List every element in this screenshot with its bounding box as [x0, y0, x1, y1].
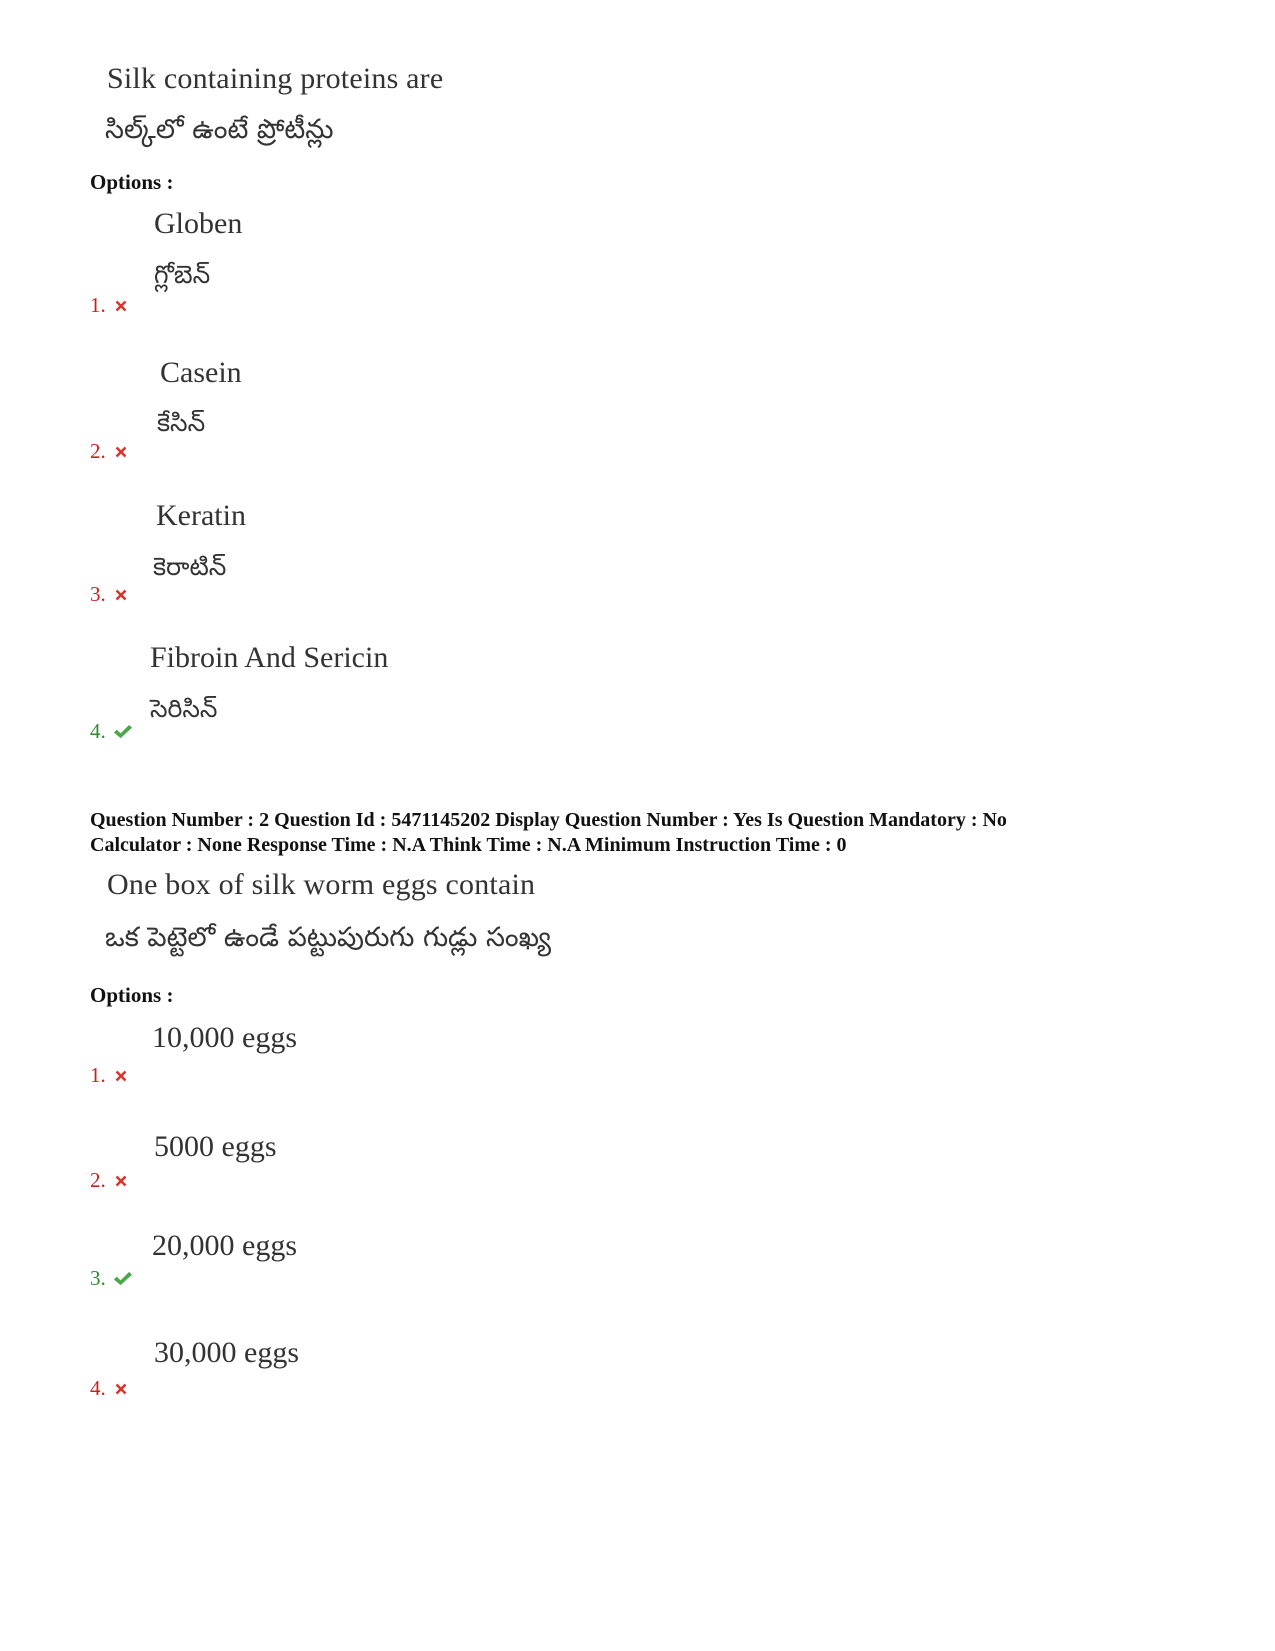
q1-option-1-te: గ్లోబెన్ — [154, 260, 211, 289]
q1-option-2-number — [90, 439, 130, 464]
q1-option-2-te: కేసిన్ — [157, 408, 206, 437]
q1-text-en: Silk containing proteins are — [107, 62, 444, 95]
check-icon — [112, 1269, 133, 1288]
option-number: 4. — [90, 719, 106, 743]
q2-options-label: Options : — [90, 983, 174, 1007]
option-number: 2. — [90, 439, 106, 463]
q1-option-4-te: సెరిసిన్ — [150, 694, 218, 723]
q1-option-4-en: Fibroin And Sericin — [150, 641, 389, 674]
q1-option-3-en: Keratin — [156, 499, 246, 532]
q2-option-2-number — [90, 1168, 130, 1193]
q1-option-3-te: కెరాటిన్ — [153, 552, 227, 581]
q1-option-3-number — [90, 582, 130, 607]
q2-option-1-number — [90, 1063, 130, 1088]
cross-icon — [112, 1067, 130, 1085]
q1-option-1-en: Globen — [154, 207, 243, 240]
q2-text-en: One box of silk worm eggs contain — [107, 868, 536, 901]
q2-option-3-number — [90, 1266, 133, 1291]
cross-icon — [112, 586, 130, 604]
q1-option-2-en: Casein — [160, 356, 242, 389]
cross-icon — [112, 1380, 130, 1398]
q2-meta — [90, 808, 1190, 858]
option-number: 1. — [90, 1063, 106, 1087]
q2-option-3-en: 20,000 eggs — [152, 1229, 297, 1262]
option-number: 2. — [90, 1168, 106, 1192]
check-icon — [112, 722, 133, 741]
q2-text-te: ఒక పెట్టెలో ఉండే పట్టుపురుగు గుడ్లు సంఖ్య — [105, 922, 552, 953]
cross-icon — [112, 297, 130, 315]
option-number: 4. — [90, 1376, 106, 1400]
q2-option-1-en: 10,000 eggs — [152, 1021, 297, 1054]
q1-option-4-number — [90, 719, 133, 744]
q2-meta-line-2: Calculator : None Response Time : N.A Think Time : N.A Minimum Instruction Time : 0 — [90, 834, 847, 856]
cross-icon — [112, 1172, 130, 1190]
cross-icon — [112, 443, 130, 461]
q1-options-label: Options : — [90, 170, 174, 194]
option-number: 3. — [90, 1266, 106, 1290]
q2-option-4-en: 30,000 eggs — [154, 1336, 299, 1369]
q2-option-2-en: 5000 eggs — [154, 1130, 277, 1163]
q2-option-4-number — [90, 1376, 130, 1401]
q2-meta-line-1: Question Number : 2 Question Id : 5471145202 Display Question Number : Yes Is Question Mandatory : No — [90, 809, 1007, 831]
q1-text-te: సిల్క్‌లో ఉంటే ప్రోటీన్లు — [105, 114, 334, 145]
option-number: 3. — [90, 582, 106, 606]
q1-option-1-number — [90, 293, 130, 318]
option-number: 1. — [90, 293, 106, 317]
